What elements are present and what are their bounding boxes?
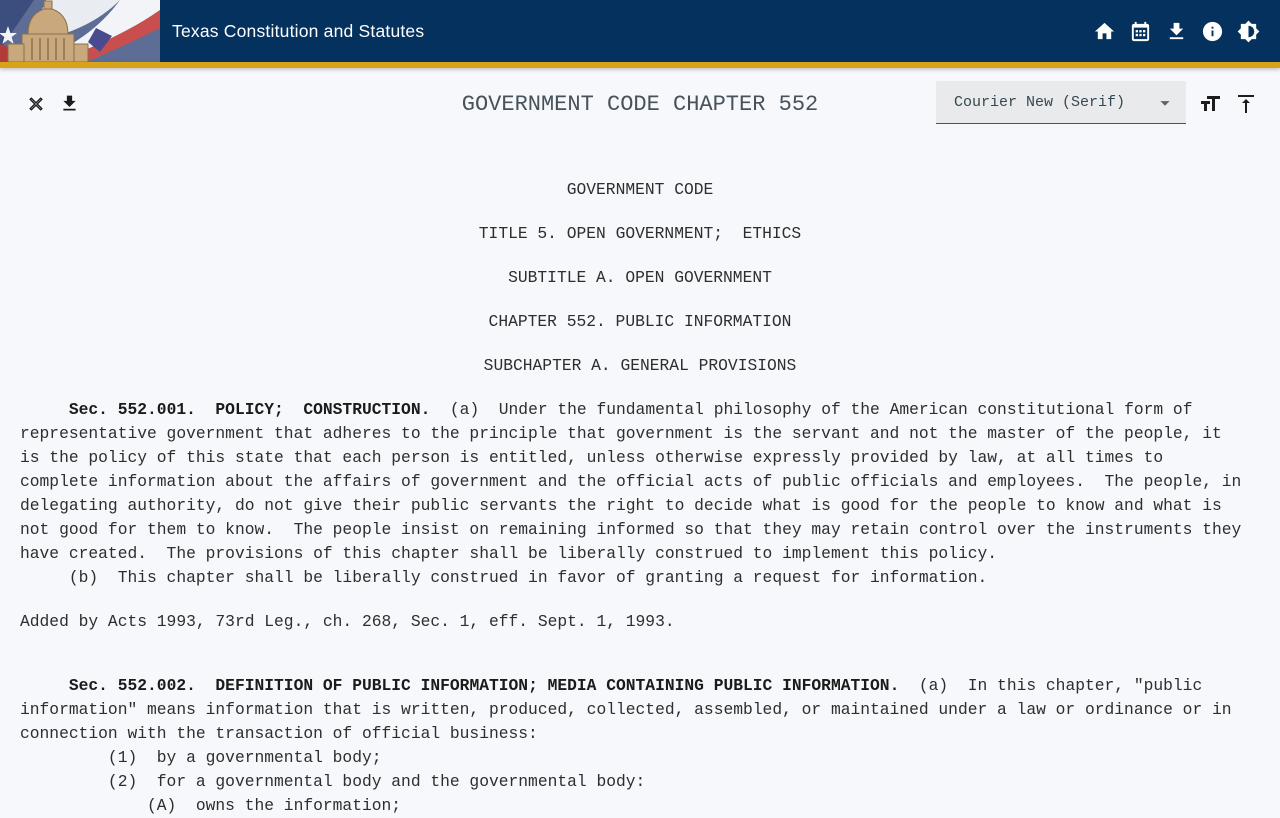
doc-line: have created. The provisions of this chapter shall be liberally construed to implement this policy. [20, 544, 998, 563]
brightness-icon[interactable] [1237, 20, 1260, 43]
document-scroll-area[interactable] [0, 135, 1280, 815]
doc-line: SUBTITLE A. OPEN GOVERNMENT [508, 268, 772, 287]
font-select-value: Courier New (Serif) [954, 93, 1126, 111]
doc-line: delegating authority, do not give their public servants the right to decide what is good for the people to know and what is [20, 496, 1222, 515]
doc-line: SUBCHAPTER A. GENERAL PROVISIONS [483, 356, 797, 375]
doc-line: CHAPTER 552. PUBLIC INFORMATION [488, 312, 792, 331]
download-icon[interactable] [1165, 20, 1188, 43]
doc-line: Sec. 552.001. POLICY; CONSTRUCTION. (a) Under the fundamental philosophy of the American constitutional form of [68, 400, 1193, 419]
doc-line: representative government that adheres to the principle that government is the servant and not the master of the people, it [20, 424, 1222, 443]
format-size-icon[interactable] [1198, 92, 1222, 116]
doc-line: (A) owns the information; [20, 796, 402, 815]
doc-line: (1) by a governmental body; [20, 748, 382, 767]
navbar-icons [1093, 0, 1260, 62]
doc-line: complete information about the affairs of government and the official acts of public officials and employees. The people, in [20, 472, 1242, 491]
document-title: GOVERNMENT CODE CHAPTER 552 [461, 92, 819, 117]
doc-line: is the policy of this state that each person is entitled, unless otherwise expressly provided by law, at all times to [20, 448, 1164, 467]
doc-line: TITLE 5. OPEN GOVERNMENT; ETHICS [478, 224, 802, 243]
gold-accent-stripe [0, 62, 1280, 68]
chevron-down-icon [1154, 92, 1176, 119]
doc-line: Sec. 552.002. DEFINITION OF PUBLIC INFORMATION; MEDIA CONTAINING PUBLIC INFORMATION. (a) In this chapter, "public [68, 676, 1203, 695]
scroll-to-top-icon[interactable] [1234, 92, 1258, 116]
info-icon[interactable] [1201, 20, 1224, 43]
doc-line: GOVERNMENT CODE [566, 180, 714, 199]
calendar-icon[interactable] [1129, 20, 1152, 43]
doc-line: information" means information that is written, produced, collected, assembled, or maintained under a law or ordinance or in [20, 700, 1232, 719]
doc-line: not good for them to know. The people insist on remaining informed so that they may retain control over the instruments they [20, 520, 1242, 539]
top-navbar [0, 0, 1280, 62]
document-toolbar [0, 68, 1280, 135]
doc-line: connection with the transaction of official business: [20, 724, 538, 743]
font-select[interactable] [936, 81, 1186, 124]
doc-line: (2) for a governmental body and the governmental body: [20, 772, 646, 791]
doc-line: Added by Acts 1993, 73rd Leg., ch. 268, Sec. 1, eff. Sept. 1, 1993. [20, 612, 675, 631]
doc-line: (b) This chapter shall be liberally construed in favor of granting a request for information. [20, 568, 988, 587]
texas-capitol-logo [0, 0, 160, 62]
home-icon[interactable] [1093, 20, 1116, 43]
site-title: Texas Constitution and Statutes [172, 20, 425, 41]
